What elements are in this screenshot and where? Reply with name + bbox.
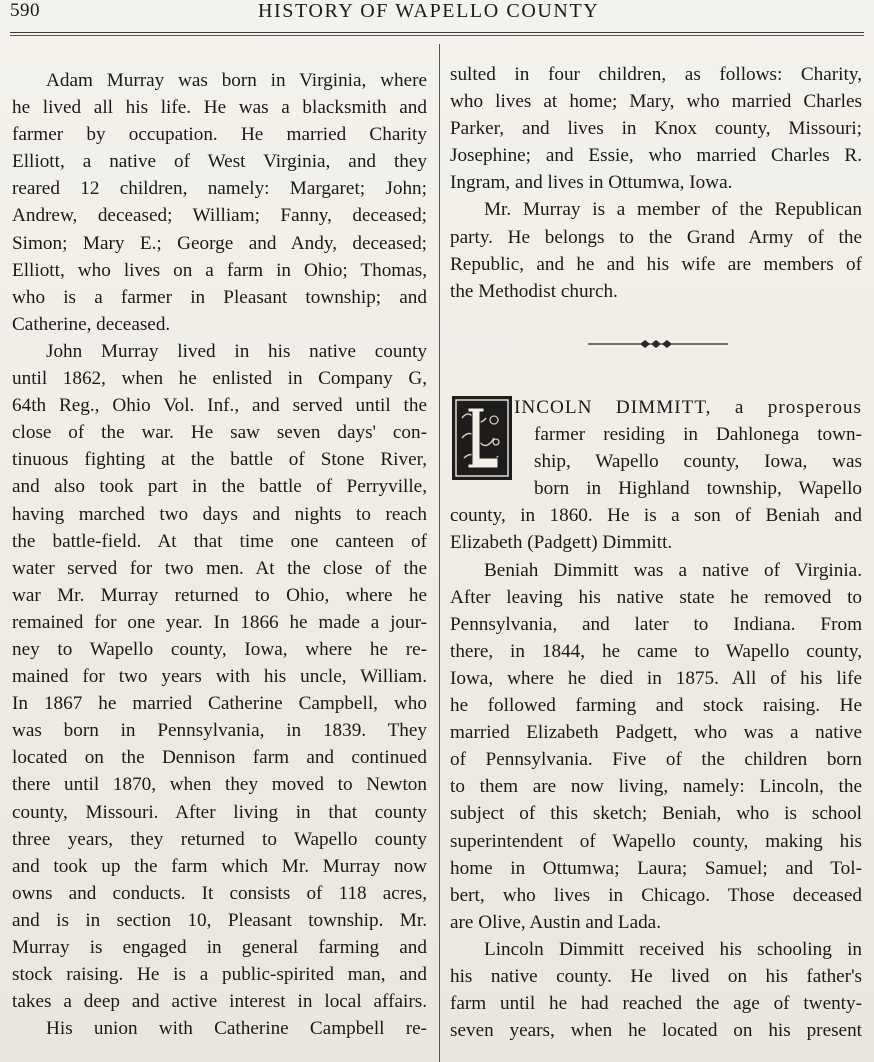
left-column [12,67,427,1042]
text-line: home in Ottumwa; Laura; Samuel; and Tol- [450,857,862,879]
text-line: there, in 1844, he came to Wapello county, [450,640,862,662]
text-line: remained for one year. In 1866 he made a jour- [12,611,427,633]
text-line: having marched two days and nights to reach [12,503,427,525]
text-line: party. He belongs to the Grand Army of the [450,226,862,248]
text-line: war Mr. Murray returned to Ohio, where he [12,584,427,606]
text-line: and is in section 10, Pleasant township. Mr. [12,909,427,931]
text-line: sulted in four children, as follows: Charity, [450,64,862,85]
text-line: county, Missouri. After living in that county [12,801,427,823]
text-line: Iowa, where he died in 1875. All of his life [450,667,862,689]
text-line: water served for two men. At the close of the [12,557,427,579]
text-line: he lived all his life. He was a blacksmith and [12,97,427,119]
text-line: Lincoln Dimmitt received his schooling in [484,938,862,960]
text-line: Pennsylvania, and later to Indiana. From [450,613,862,635]
running-title: HISTORY OF WAPELLO COUNTY [258,0,600,22]
text-line: Ingram, and lives in Ottumwa, Iowa. [450,172,733,194]
text-line: takes a deep and active interest in local affairs. [12,991,427,1013]
text-line: ship, Wapello county, Iowa, was [534,451,862,473]
text-line: bert, who lives in Chicago. Those deceased [450,884,862,906]
text-line: until 1862, when he enlisted in Company G, [12,368,427,390]
text-line: Andrew, deceased; William; Fanny, deceased; [12,205,427,227]
text-line: owns and conducts. It consists of 118 acres, [12,882,427,904]
text-line: mained for two years with his uncle, William. [12,666,427,688]
text-line: married Elizabeth Padgett, who was a native [450,722,862,744]
text-line: Catherine, deceased. [12,313,171,335]
text-line: born in Highland township, Wapello [534,478,862,500]
text-line: Mr. Murray is a member of the Republican [484,199,862,221]
text-line: In 1867 he married Catherine Campbell, who [12,693,427,715]
text-line: Adam Murray was born in Virginia, where [46,70,427,91]
text-line: his native county. He lived on his father's [450,965,862,987]
text-line: John Murray lived in his native county [46,340,427,362]
text-line: Elizabeth (Padgett) Dimmitt. [450,532,673,554]
header-rule [10,32,864,33]
page-header [0,0,874,36]
text-line: was born in Pennsylvania, in 1839. They [12,720,427,742]
text-line: Elliott, who lives on a farm in Ohio; Thomas, [12,259,427,281]
right-column-bottom [450,394,862,1044]
text-line: After leaving his native state he removed to [450,586,862,608]
text-line: subject of this sketch; Beniah, who is school [450,803,862,825]
text-line: who lives at home; Mary, who married Charles [450,91,862,113]
text-line: tinuous fighting at the battle of Stone River, [12,449,427,471]
text-line: who is a farmer in Pleasant township; and [12,286,427,308]
text-line: farmer by occupation. He married Charity [12,124,427,146]
column-divider [439,44,440,1062]
text-line: and also took part in the battle of Perryville, [12,476,427,498]
text-line: seven years, when he located on his present [450,1020,862,1042]
text-line: located on the Dennison farm and continued [12,747,427,769]
text-line: farm until he had reached the age of twenty- [450,993,862,1015]
text-line: the Methodist church. [450,280,618,302]
section-divider-ornament [588,337,728,351]
text-line: INCOLN DIMMITT, a prosperous [514,397,862,418]
page-number: 590 [10,0,40,21]
text-line: Murray is engaged in general farming and [12,937,427,958]
text-line: there until 1870, when they moved to Newton [12,774,427,796]
text-line: are Olive, Austin and Lada. [450,911,661,933]
text-line: close of the war. He saw seven days' con- [12,422,427,444]
text-line: stock raising. He is a public-spirited man, and [12,964,427,986]
text-line: Beniah Dimmitt was a native of Virginia. [484,559,862,581]
text-line: the battle-field. At that time one canteen of [12,530,427,552]
text-line: Josephine; and Essie, who married Charles R. [450,145,862,167]
text-line: to them are now living, namely: Lincoln, the [450,776,862,798]
text-line: of Pennsylvania. Five of the children born [450,749,862,771]
text-line: His union with Catherine Campbell re- [46,1018,427,1040]
text-line: superintendent of Wapello county, making his [450,830,862,852]
text-line: and took up the farm which Mr. Murray now [12,855,427,877]
text-line: Parker, and lives in Knox county, Missouri; [450,118,862,140]
text-line: three years, they returned to Wapello county [12,828,427,850]
text-line: farmer residing in Dahlonega town- [534,424,862,446]
text-line: he followed farming and stock raising. He [450,695,862,717]
header-rule-secondary [10,35,864,36]
text-line: county, in 1860. He is a son of Beniah and [450,505,862,527]
text-line: Simon; Mary E.; George and Andy, deceased; [12,232,427,254]
text-line: Elliott, a native of West Virginia, and they [12,151,427,173]
text-line: reared 12 children, namely: Margaret; John; [12,178,427,200]
text-line: Republic, and he and his wife are members of [450,253,862,275]
text-line: ney to Wapello county, Iowa, where he re- [12,638,427,660]
right-column-top [450,61,862,305]
text-line: 64th Reg., Ohio Vol. Inf., and served until the [12,395,427,417]
